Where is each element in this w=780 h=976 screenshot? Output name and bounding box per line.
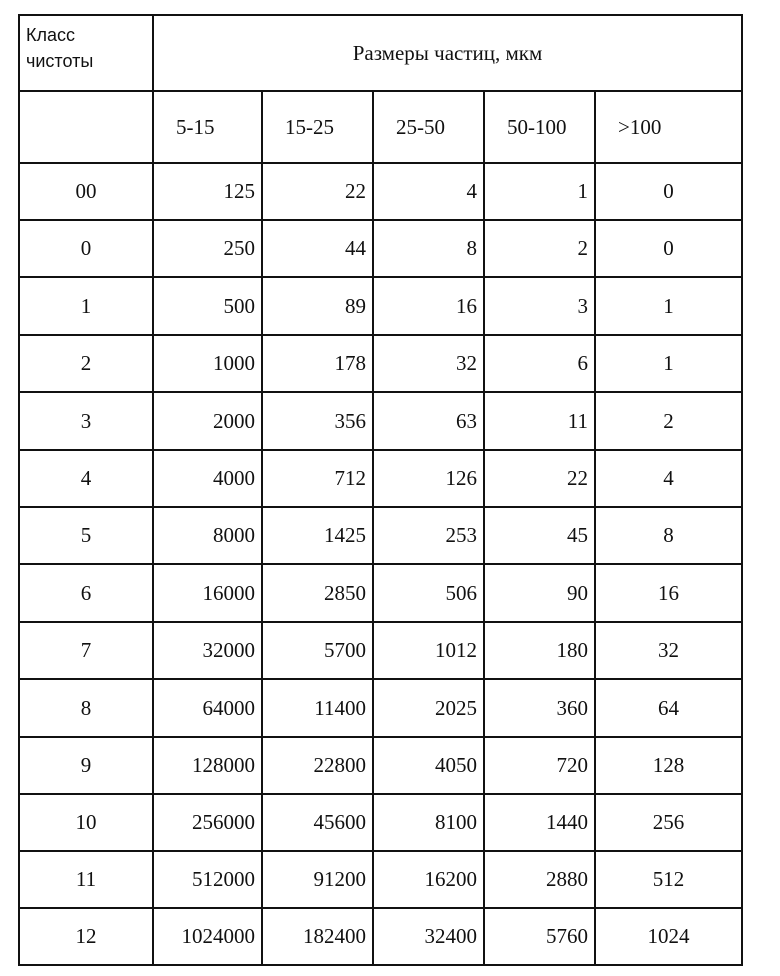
size-range-header: 50-100 [484,91,595,163]
particle-count-cell: 4 [373,163,484,220]
particle-count-cell: 64000 [153,679,262,737]
particle-count-cell: 1440 [484,794,595,851]
table-row [19,851,742,908]
purity-class-cell: 1 [19,277,153,335]
purity-class-cell: 10 [19,794,153,851]
particle-count-cell: 1024 [595,908,742,965]
particle-count-cell: 126 [373,450,484,507]
particle-count-cell: 360 [484,679,595,737]
table-row [19,450,742,507]
purity-class-table [18,14,743,966]
table-row [19,335,742,392]
particle-count-cell: 63 [373,392,484,450]
particle-count-cell: 32400 [373,908,484,965]
particle-count-cell: 500 [153,277,262,335]
particle-count-cell: 180 [484,622,595,679]
particle-count-cell: 22800 [262,737,373,794]
table-row [19,794,742,851]
particle-count-cell: 253 [373,507,484,564]
particle-count-cell: 5760 [484,908,595,965]
particle-count-cell: 128000 [153,737,262,794]
particle-count-cell: 1024000 [153,908,262,965]
class-header-line-1: Класс [26,25,75,45]
purity-class-cell: 8 [19,679,153,737]
table-row [19,737,742,794]
particle-count-cell: 1 [595,277,742,335]
particle-count-cell: 256000 [153,794,262,851]
particle-count-cell: 0 [595,163,742,220]
particle-count-cell: 32 [373,335,484,392]
particle-count-cell: 32000 [153,622,262,679]
particle-count-cell: 2880 [484,851,595,908]
size-range-row [19,91,742,163]
particle-count-cell: 44 [262,220,373,277]
table-row [19,220,742,277]
particle-count-cell: 256 [595,794,742,851]
particle-count-cell: 89 [262,277,373,335]
particle-count-cell: 45 [484,507,595,564]
table-row [19,622,742,679]
purity-class-cell: 4 [19,450,153,507]
purity-class-cell: 9 [19,737,153,794]
particle-count-cell: 1000 [153,335,262,392]
particle-count-cell: 16200 [373,851,484,908]
purity-class-cell: 5 [19,507,153,564]
particle-count-cell: 2025 [373,679,484,737]
purity-class-cell: 7 [19,622,153,679]
particle-count-cell: 4 [595,450,742,507]
table-row [19,392,742,450]
particle-count-cell: 250 [153,220,262,277]
particle-count-cell: 712 [262,450,373,507]
particle-count-cell: 16000 [153,564,262,622]
particle-count-cell: 512 [595,851,742,908]
particle-count-cell: 4000 [153,450,262,507]
particle-count-cell: 1425 [262,507,373,564]
particle-count-cell: 125 [153,163,262,220]
purity-class-cell: 00 [19,163,153,220]
particle-count-cell: 2850 [262,564,373,622]
particle-count-cell: 2 [484,220,595,277]
table-row [19,908,742,965]
class-header-line-2: чистоты [26,51,94,71]
particle-count-cell: 22 [484,450,595,507]
particle-count-cell: 182400 [262,908,373,965]
table-row [19,507,742,564]
particle-count-cell: 512000 [153,851,262,908]
particle-count-cell: 22 [262,163,373,220]
header-row [19,15,742,91]
particle-count-cell: 11400 [262,679,373,737]
particle-count-cell: 11 [484,392,595,450]
particle-count-cell: 5700 [262,622,373,679]
particle-count-cell: 32 [595,622,742,679]
particle-count-cell: 45600 [262,794,373,851]
table-body [19,163,742,965]
particle-count-cell: 8100 [373,794,484,851]
particle-count-cell: 1 [595,335,742,392]
particle-count-cell: 16 [595,564,742,622]
particle-count-cell: 1012 [373,622,484,679]
particle-count-cell: 64 [595,679,742,737]
purity-class-cell: 3 [19,392,153,450]
particle-count-cell: 8 [595,507,742,564]
size-range-header: 25-50 [373,91,484,163]
particle-count-cell: 1 [484,163,595,220]
table-row [19,679,742,737]
empty-corner-cell [19,91,153,163]
purity-class-cell: 2 [19,335,153,392]
particle-count-cell: 4050 [373,737,484,794]
particle-count-cell: 91200 [262,851,373,908]
particle-count-cell: 506 [373,564,484,622]
particle-count-cell: 0 [595,220,742,277]
particle-count-cell: 720 [484,737,595,794]
particle-count-cell: 16 [373,277,484,335]
table-row [19,163,742,220]
size-range-header: 15-25 [262,91,373,163]
purity-class-cell: 6 [19,564,153,622]
table-row [19,564,742,622]
particle-count-cell: 6 [484,335,595,392]
purity-class-cell: 0 [19,220,153,277]
purity-class-cell: 11 [19,851,153,908]
particle-count-cell: 8 [373,220,484,277]
particle-count-cell: 178 [262,335,373,392]
particle-count-cell: 3 [484,277,595,335]
size-range-header: 5-15 [153,91,262,163]
particle-count-cell: 356 [262,392,373,450]
table-row [19,277,742,335]
purity-class-cell: 12 [19,908,153,965]
size-range-header: >100 [595,91,742,163]
particle-count-cell: 128 [595,737,742,794]
particle-size-header: Размеры частиц, мкм [153,15,742,91]
particle-count-cell: 2000 [153,392,262,450]
particle-count-cell: 90 [484,564,595,622]
class-header-cell [19,15,153,91]
particle-count-cell: 2 [595,392,742,450]
particle-count-cell: 8000 [153,507,262,564]
